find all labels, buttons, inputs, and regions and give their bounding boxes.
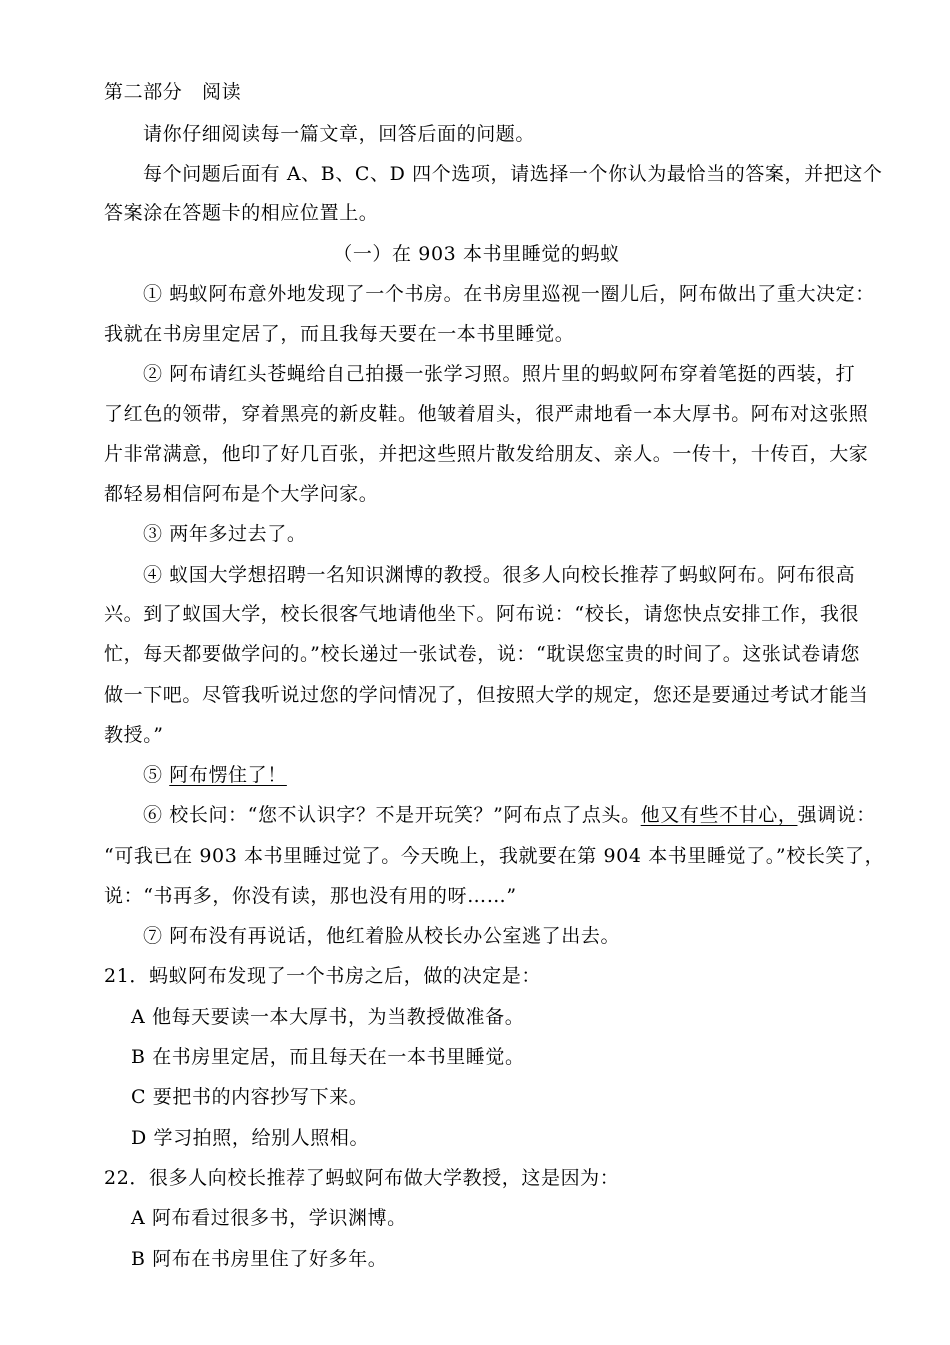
underlined-phrase: 他又有些不甘心， bbox=[640, 804, 798, 826]
paragraph-line: 了红色的领带，穿着黑亮的新皮鞋。他皱着眉头，很严肃地看一本大厚书。阿布对这张照 bbox=[104, 403, 869, 425]
answer-option: B 在书房里定居，而且每天在一本书里睡觉。 bbox=[131, 1046, 525, 1068]
paragraph-line: 做一下吧。尽管我听说过您的学问情况了，但按照大学的规定，您还是要通过考试才能当 bbox=[104, 684, 869, 706]
underlined-phrase: 阿布愣住了！ bbox=[169, 764, 287, 786]
paragraph-line: ③ 两年多过去了。 bbox=[143, 523, 307, 545]
answer-option: D 学习拍照，给别人照相。 bbox=[131, 1127, 370, 1149]
instruction-text: 请你仔细阅读每一篇文章，回答后面的问题。 bbox=[143, 123, 536, 145]
instruction-text: 每个问题后面有 A、B、C、D 四个选项，请选择一个你认为最恰当的答案，并把这个 bbox=[143, 163, 883, 185]
paragraph-line: 兴。到了蚁国大学，校长很客气地请他坐下。阿布说：“校长，请您快点安排工作，我很 bbox=[104, 603, 860, 625]
paragraph-line: ① 蚂蚁阿布意外地发现了一个书房。在书房里巡视一圈儿后，阿布做出了重大决定： bbox=[143, 283, 875, 305]
paragraph-text: ⑥ 校长问：“您不认识字？不是开玩笑？”阿布点了点头。 bbox=[143, 804, 641, 826]
instruction-text: 答案涂在答题卡的相应位置上。 bbox=[104, 202, 379, 224]
paragraph-line: “可我已在 903 本书里睡过觉了。今天晚上，我就要在第 904 本书里睡觉了。”校长笑了， bbox=[104, 845, 885, 867]
paragraph-line: 片非常满意，他印了好几百张，并把这些照片散发给朋友、亲人。一传十，十传百，大家 bbox=[104, 443, 869, 465]
question-stem: 22．很多人向校长推荐了蚂蚁阿布做大学教授，这是因为： bbox=[104, 1167, 620, 1189]
paragraph-line bbox=[143, 801, 876, 829]
passage-title: （一）在 903 本书里睡觉的蚂蚁 bbox=[333, 243, 620, 265]
answer-option: A 他每天要读一本大厚书，为当教授做准备。 bbox=[131, 1006, 525, 1028]
paragraph-line: 都轻易相信阿布是个大学问家。 bbox=[104, 483, 379, 505]
paragraph-line: 忙，每天都要做学问的。”校长递过一张试卷，说：“耽误您宝贵的时间了。这张试卷请您 bbox=[104, 643, 860, 665]
answer-option: C 要把书的内容抄写下来。 bbox=[131, 1086, 369, 1108]
paragraph-line: 说：“书再多，你没有读，那也没有用的呀……” bbox=[104, 885, 517, 907]
paragraph-line: ② 阿布请红头苍蝇给自己拍摄一张学习照。照片里的蚂蚁阿布穿着笔挺的西装，打 bbox=[143, 363, 856, 385]
paragraph-line: 教授。” bbox=[104, 724, 164, 746]
paragraph-line: 我就在书房里定居了，而且我每天要在一本书里睡觉。 bbox=[104, 323, 575, 345]
answer-option: B 阿布在书房里住了好多年。 bbox=[131, 1248, 388, 1270]
paragraph-line: ④ 蚁国大学想招聘一名知识渊博的教授。很多人向校长推荐了蚂蚁阿布。阿布很高 bbox=[143, 564, 856, 586]
paragraph-line: ⑦ 阿布没有再说话，他红着脸从校长办公室逃了出去。 bbox=[143, 925, 621, 947]
answer-option: A 阿布看过很多书，学识渊博。 bbox=[131, 1207, 407, 1229]
question-stem: 21．蚂蚁阿布发现了一个书房之后，做的决定是： bbox=[104, 965, 541, 987]
section-header: 第二部分 阅读 bbox=[104, 81, 242, 103]
paragraph-line bbox=[143, 761, 849, 789]
paragraph-text: 强调说： bbox=[797, 804, 876, 826]
paragraph-marker: ⑤ bbox=[143, 764, 170, 786]
